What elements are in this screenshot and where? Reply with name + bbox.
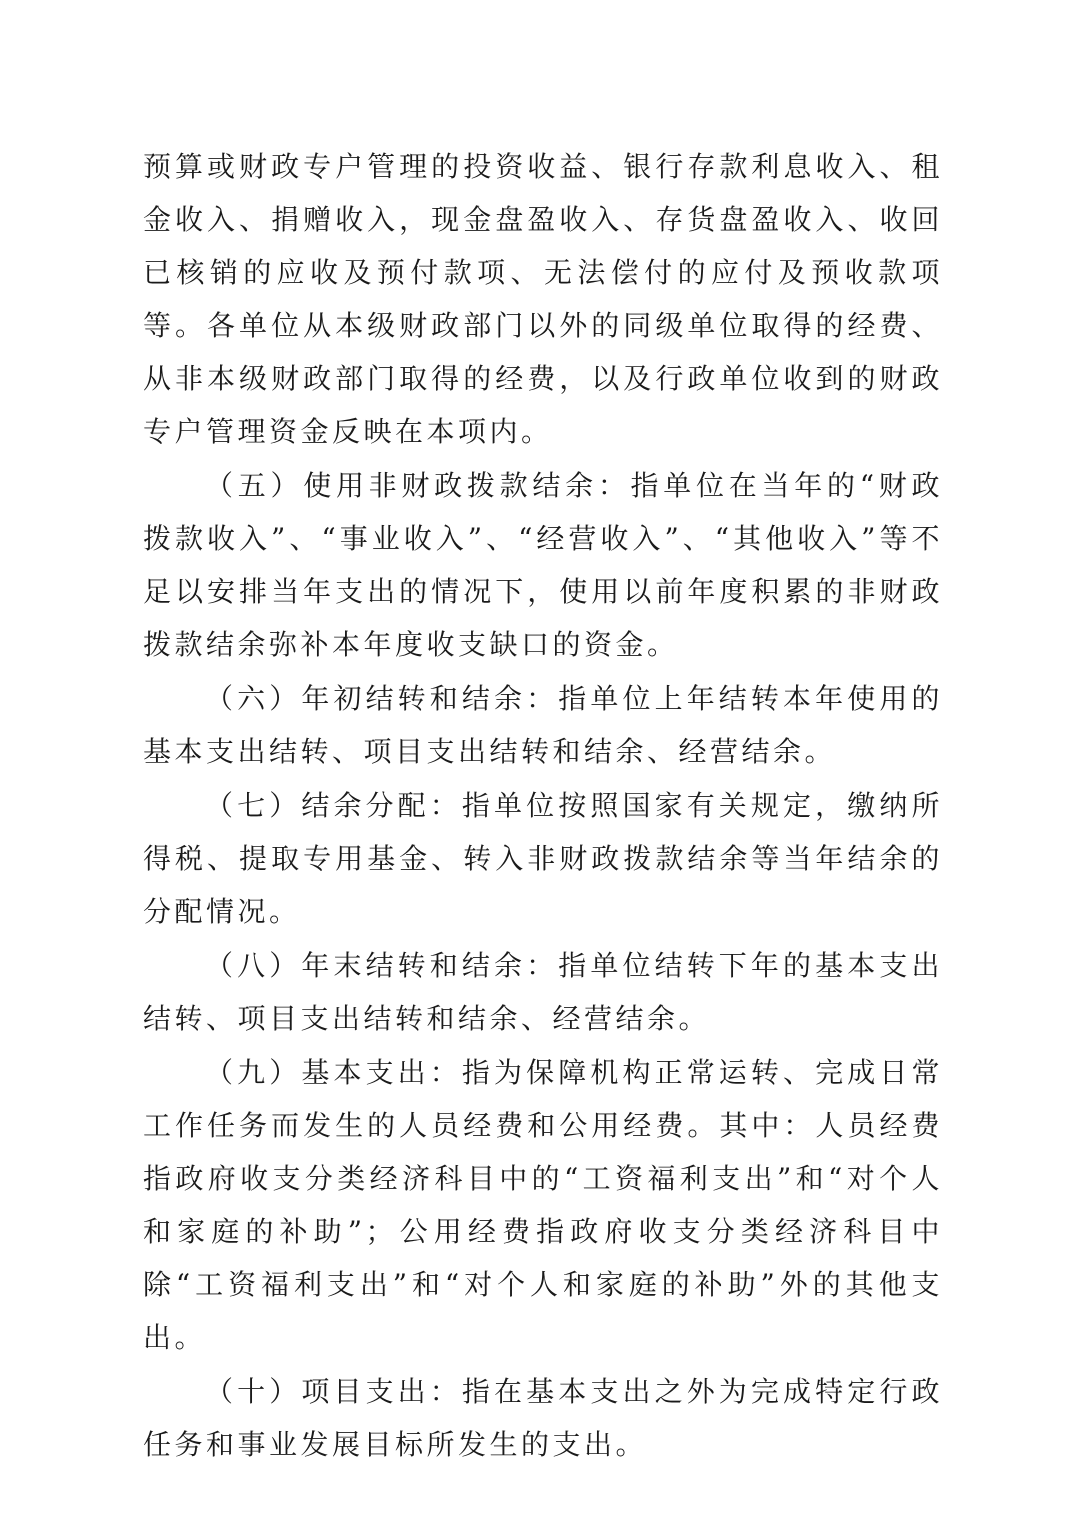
- paragraph-other-income-continued: 预算或财政专户管理的投资收益、银行存款利息收入、租金收入、捐赠收入，现金盘盈收入、存货盘盈收入、收回已核销的应收及预付款项、无法偿付的应付及预收款项等。各单位从本级财政部门以外的同级单位取得的经费、从非本级财政部门取得的经费，以及行政单位收到的财政专户管理资金反映在本项内。: [143, 150, 943, 448]
- paragraph-item-10: （十）项目支出：指在基本支出之外为完成特定行政任务和事业发展目标所发生的支出。: [143, 1375, 943, 1461]
- paragraph-item-9: （九）基本支出：指为保障机构正常运转、完成日常工作任务而发生的人员经费和公用经费。其中：人员经费指政府收支分类经济科目中的“工资福利支出”和“对个人和家庭的补助”；公用经费指政府收支分类经济科目中除“工资福利支出”和“对个人和家庭的补助”外的其他支出。: [143, 1056, 943, 1354]
- paragraph-item-5: （五）使用非财政拨款结余：指单位在当年的“财政拨款收入”、“事业收入”、“经营收入”、“其他收入”等不足以安排当年支出的情况下，使用以前年度积累的非财政拨款结余弥补本年度收支缺口的资金。: [143, 469, 943, 661]
- paragraph-item-8: （八）年末结转和结余：指单位结转下年的基本支出结转、项目支出结转和结余、经营结余。: [143, 949, 943, 1035]
- paragraph-item-6: （六）年初结转和结余：指单位上年结转本年使用的基本支出结转、项目支出结转和结余、经营结余。: [143, 682, 943, 768]
- document-page: [143, 140, 943, 1472]
- paragraph-item-7: （七）结余分配：指单位按照国家有关规定，缴纳所得税、提取专用基金、转入非财政拨款结余等当年结余的分配情况。: [143, 789, 943, 928]
